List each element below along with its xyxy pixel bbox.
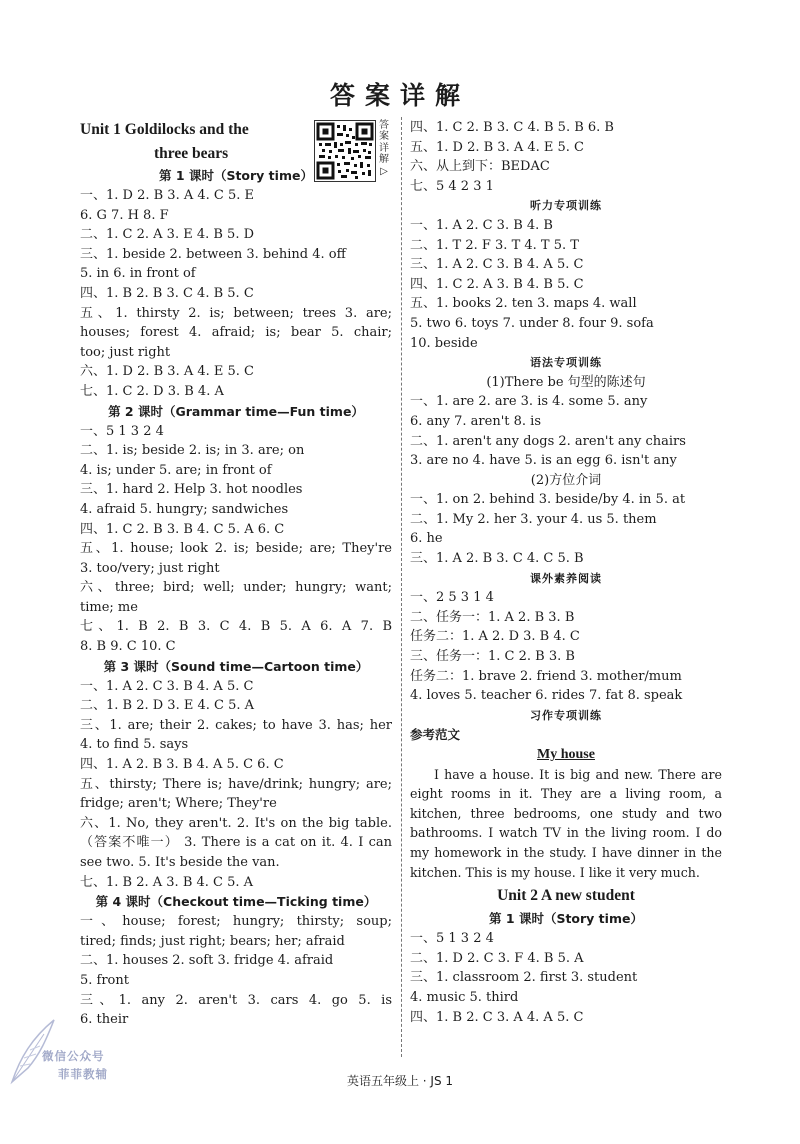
answer-line: 二、1. is; beside 2. is; in 3. are; on — [80, 443, 305, 459]
answer-line: 一、5 1 3 2 4 — [410, 931, 494, 947]
answer-line: 六、1. D 2. B 3. A 4. E 5. C — [80, 364, 255, 380]
answer-line: 二、1. aren't any dogs 2. aren't any chairs — [410, 433, 686, 449]
answer-line: 五、1. books 2. ten 3. maps 4. wall — [410, 296, 637, 312]
right-column-top — [410, 118, 722, 765]
answer-line: 三、1. A 2. B 3. C 4. C 5. B — [410, 551, 584, 567]
subsection-heading: (2)方位介词 — [530, 472, 602, 488]
left-column — [80, 118, 392, 1030]
answer-line: too; just right — [80, 344, 171, 360]
right-column-bottom — [410, 882, 722, 1027]
lesson-heading: 第 2 课时（Grammar time—Fun time） — [108, 403, 364, 419]
answer-line: 五、thirsty; There is; have/drink; hungry; are; — [80, 776, 392, 792]
answer-line: 一、1. on 2. behind 3. beside/by 4. in 5. at — [410, 492, 686, 508]
answer-line: 五、1. house; look 2. is; beside; are; They're — [80, 541, 392, 557]
unit-heading: Unit 1 Goldilocks and the — [80, 121, 249, 138]
answer-line: 4. is; under 5. are; in front of — [80, 462, 272, 478]
answer-line: 四、1. C 2. B 3. C 4. B 5. B 6. B — [410, 120, 614, 135]
answer-line: 六、从上到下：BEDAC — [410, 159, 550, 175]
lesson-heading: 第 1 课时（Story time） — [159, 168, 313, 183]
answer-line: 四、1. B 2. B 3. C 4. B 5. C — [80, 285, 254, 301]
answer-line: 任务二：1. A 2. D 3. B 4. C — [410, 629, 580, 645]
answer-line: 二、1. D 2. C 3. F 4. B 5. A — [410, 950, 584, 966]
answer-line: 四、1. B 2. C 3. A 4. A 5. C — [410, 1009, 584, 1025]
watermark — [6, 1008, 136, 1088]
answer-line: 四、1. A 2. B 3. B 4. A 5. C 6. C — [80, 757, 284, 773]
answer-line: 七、1. C 2. D 3. B 4. A — [80, 383, 224, 399]
answer-line: fridge; aren't; Where; They're — [80, 796, 277, 812]
answer-line: （答案不唯一） 3. There is a cat on it. 4. I can — [80, 835, 392, 851]
qr-label-char: 解 — [379, 154, 389, 166]
answer-line: 五、1. D 2. B 3. A 4. E 5. C — [410, 139, 585, 155]
qr-label-char: 案 — [379, 131, 389, 143]
answer-line: 七、1. B 2. B 3. C 4. B 5. A 6. A 7. B — [80, 619, 392, 635]
answer-line: 二、1. houses 2. soft 3. fridge 4. afraid — [80, 953, 334, 969]
answer-line: 二、1. My 2. her 3. your 4. us 5. them — [410, 511, 657, 527]
answer-line: 5. two 6. toys 7. under 8. four 9. sofa — [410, 315, 654, 331]
answer-line: 3. are no 4. have 5. is an egg 6. isn't any — [410, 453, 677, 469]
watermark-line2: 菲菲教辅 — [58, 1067, 108, 1081]
unit-heading: three bears — [154, 145, 229, 162]
qr-label-char: ▷ — [380, 165, 388, 177]
answer-line: 三、1. A 2. C 3. B 4. A 5. C — [410, 257, 584, 273]
page-footer: 英语五年级上 · JS 1 — [346, 1074, 454, 1088]
answer-line: 4. to find 5. says — [80, 737, 189, 753]
essay-label: 参考范文 — [410, 727, 461, 743]
answer-line: 5. front — [80, 972, 129, 988]
answer-line: 10. beside — [410, 335, 478, 351]
answer-line: 三、任务一：1. C 2. B 3. B — [410, 649, 575, 665]
answer-line: 三、1. hard 2. Help 3. hot noodles — [80, 482, 303, 498]
unit-heading: Unit 2 A new student — [497, 887, 635, 905]
section-heading: 课外素养阅读 — [530, 571, 602, 585]
answer-line: 六、1. No, they aren't. 2. It's on the big table. — [80, 815, 392, 831]
answer-line: 任务二：1. brave 2. friend 3. mother/mum — [410, 668, 682, 684]
answer-line: 一、1. are 2. are 3. is 4. some 5. any — [410, 394, 648, 410]
answer-line: 四、1. C 2. B 3. B 4. C 5. A 6. C — [80, 521, 285, 537]
qr-code-image — [315, 121, 375, 181]
lesson-heading: 第 4 课时（Checkout time—Ticking time） — [95, 894, 377, 910]
answer-line: see two. 5. It's beside the van. — [80, 855, 280, 870]
answer-line: 二、1. C 2. A 3. E 4. B 5. D — [80, 227, 255, 243]
answer-line: 8. B 9. C 10. C — [80, 639, 176, 655]
answer-line: 三、1. any 2. aren't 3. cars 4. go 5. is — [80, 992, 392, 1008]
answer-line: 6. G 7. H 8. F — [80, 207, 169, 223]
answer-line: 一、house; forest; hungry; thirsty; soup; — [80, 914, 392, 930]
answer-line: 6. any 7. aren't 8. is — [410, 413, 541, 429]
answer-line: 五、1. thirsty 2. is; between; trees 3. are; — [80, 305, 392, 321]
page-title: 答案详解 — [329, 81, 470, 110]
section-heading: 听力专项训练 — [530, 199, 602, 213]
answer-line: 3. too/very; just right — [80, 560, 220, 576]
qr-label-char: 答 — [379, 120, 389, 131]
watermark-line1: 微信公众号 — [42, 1049, 105, 1063]
section-heading: 语法专项训练 — [530, 356, 602, 370]
answer-line: 一、2 5 3 1 4 — [410, 590, 494, 606]
lesson-heading: 第 1 课时（Story time） — [489, 911, 643, 927]
answer-line: 二、1. B 2. D 3. E 4. C 5. A — [80, 698, 255, 714]
answer-line: 一、1. D 2. B 3. A 4. C 5. E — [80, 188, 255, 203]
answer-line: 三、1. classroom 2. first 3. student — [410, 970, 638, 986]
column-divider — [401, 117, 402, 1057]
answer-line: time; me — [80, 599, 138, 615]
right-column — [410, 118, 722, 1027]
answer-line: 七、1. B 2. A 3. B 4. C 5. A — [80, 874, 254, 890]
answer-line: tired; finds; just right; bears; her; afraid — [80, 933, 345, 949]
subsection-heading: (1)There be 句型的陈述句 — [486, 374, 646, 390]
essay-title — [410, 745, 722, 765]
essay-body: I have a house. It is big and new. There are eight rooms in it. They are a living room, a kitchen, three bedrooms, one study and two bathrooms. I watch TV in the living room. I do my homework in the study. I have dinner in the kitchen. This is my house. I like it very much. — [410, 766, 722, 880]
answer-line: 一、5 1 3 2 4 — [80, 423, 164, 439]
answer-line: 4. loves 5. teacher 6. rides 7. fat 8. speak — [410, 688, 683, 704]
section-heading: 习作专项训练 — [530, 708, 602, 722]
answer-line: 六、three; bird; well; under; hungry; want; — [80, 580, 392, 596]
qr-label — [376, 120, 392, 177]
answer-line: 三、1. are; their 2. cakes; to have 3. has; her — [80, 717, 392, 733]
answer-line: 一、1. A 2. C 3. B 4. B — [410, 217, 553, 233]
answer-line: 6. their — [80, 1012, 129, 1028]
answer-line: houses; forest 4. afraid; is; bear 5. chair; — [80, 325, 392, 341]
answer-line: 二、任务一：1. A 2. B 3. B — [410, 609, 575, 625]
answer-line: 三、1. beside 2. between 3. behind 4. off — [80, 246, 346, 262]
answer-line: 四、1. C 2. A 3. B 4. B 5. C — [410, 276, 584, 292]
lesson-heading: 第 3 课时（Sound time—Cartoon time） — [103, 658, 369, 674]
essay-title-text: My house — [537, 747, 595, 762]
qr-label-char: 详 — [379, 142, 389, 154]
qr-code[interactable] — [314, 120, 376, 182]
answer-line: 七、5 4 2 3 1 — [410, 178, 494, 194]
answer-line: 二、1. T 2. F 3. T 4. T 5. T — [410, 237, 579, 253]
answer-line: 4. afraid 5. hungry; sandwiches — [80, 501, 289, 517]
answer-line: 5. in 6. in front of — [80, 266, 196, 282]
answer-line: 4. music 5. third — [410, 989, 519, 1005]
answer-line: 一、1. A 2. C 3. B 4. A 5. C — [80, 678, 254, 694]
answer-line: 6. he — [410, 531, 443, 547]
